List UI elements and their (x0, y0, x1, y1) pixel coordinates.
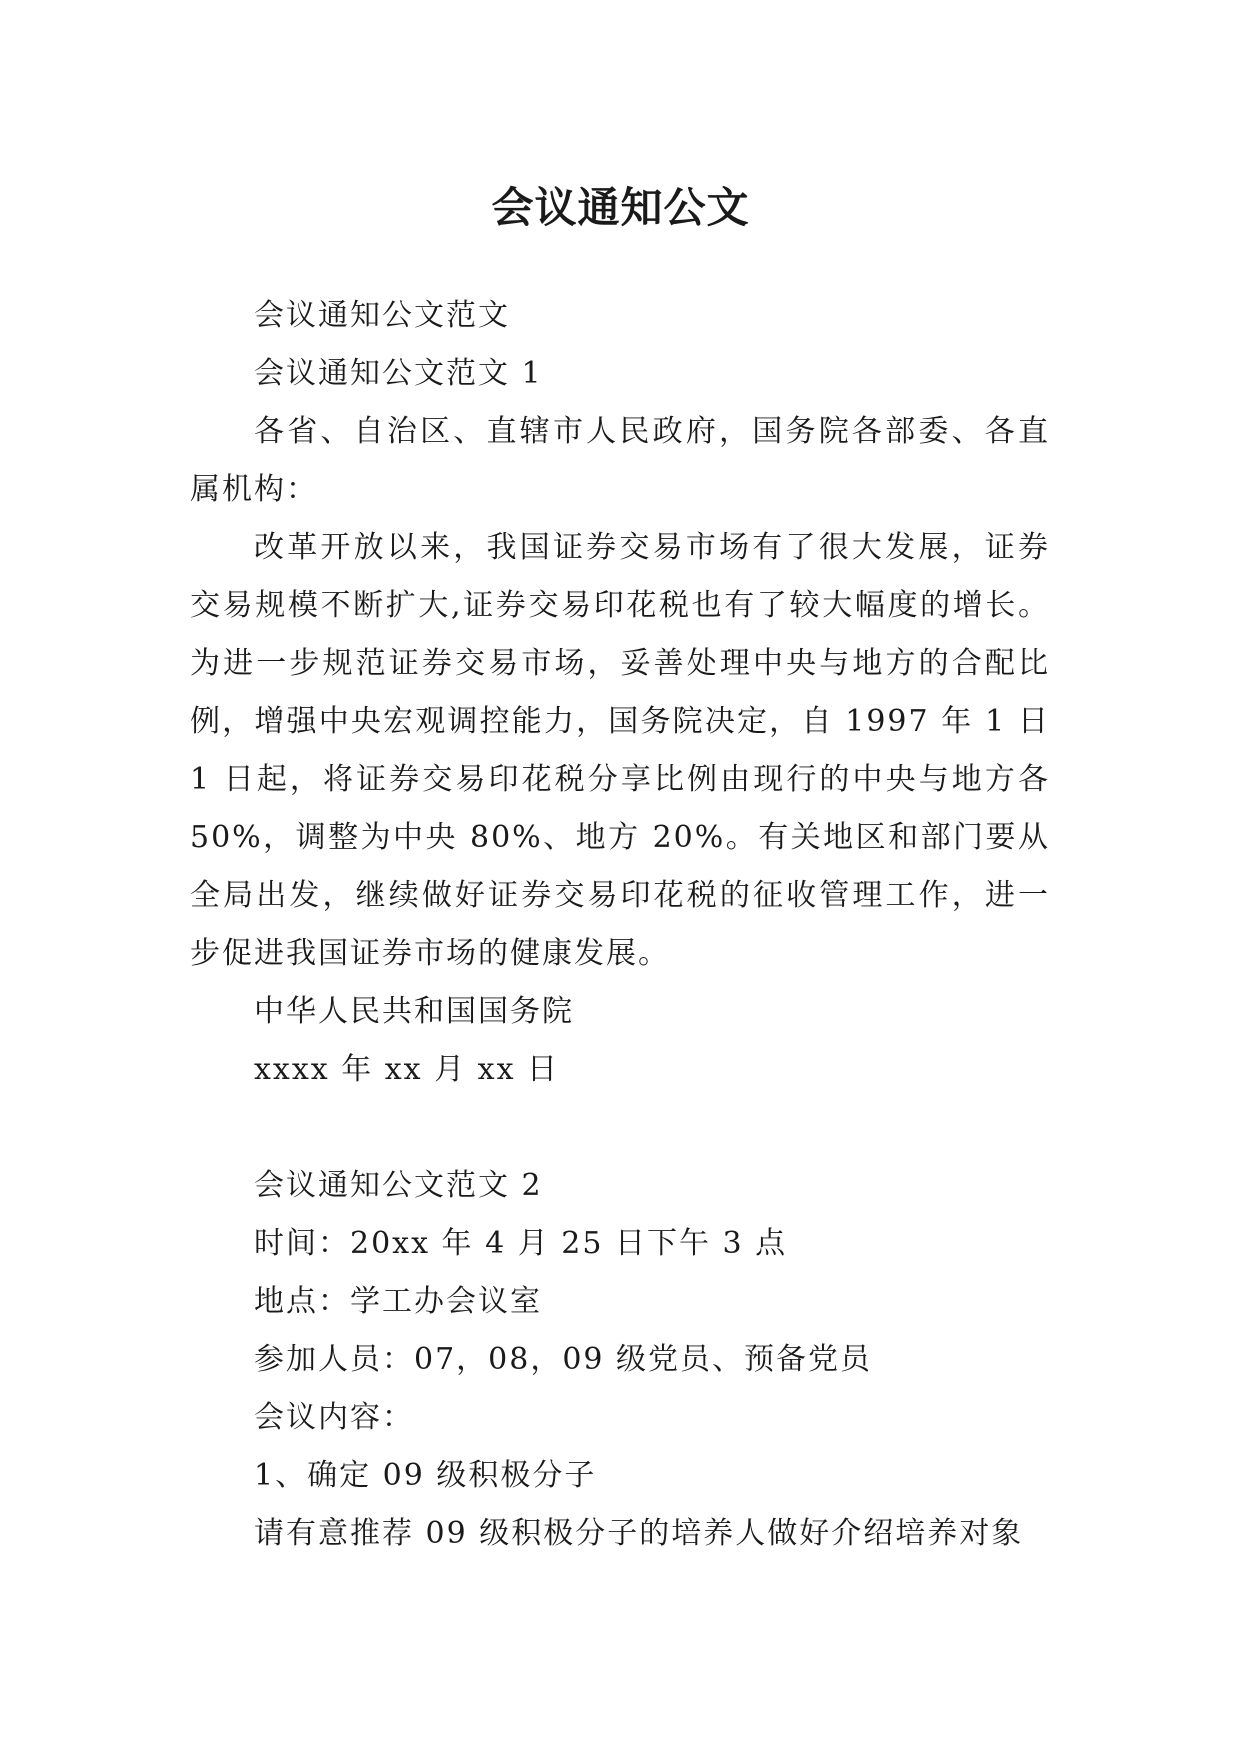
paragraph-sample-2-heading: 会议通知公文范文 2 (254, 1168, 543, 1203)
paragraph-location: 地点：学工办会议室 (254, 1284, 542, 1319)
paragraph-agenda-label: 会议内容： (254, 1400, 414, 1435)
document-title: 会议通知公文 (491, 183, 750, 233)
paragraph-date: xxxx 年 xx 月 xx 日 (254, 1052, 560, 1087)
paragraph-attendees: 参加人员：07，08，09 级党员、预备党员 (254, 1342, 873, 1377)
paragraph-sample-1-heading: 会议通知公文范文 1 (254, 356, 543, 391)
document-body (190, 287, 1050, 1563)
paragraph-addressee: 各省、自治区、直辖市人民政府，国务院各部委、各直属机构： (190, 414, 1050, 507)
paragraph-issuer: 中华人民共和国国务院 (254, 994, 574, 1029)
paragraph-time: 时间：20xx 年 4 月 25 日下午 3 点 (254, 1226, 788, 1261)
paragraph-main-body: 改革开放以来，我国证券交易市场有了很大发展，证券交易规模不断扩大,证券交易印花税也有了较大幅度的增长。为进一步规范证券交易市场，妥善处理中央与地方的合配比例，增强中央宏观调控能力，国务院决定，自 1997 年 1 日 1 日起，将证券交易印花税分享比例由现行的中央与地方各 50%，调整为中央 80%、地方 20%。有关地区和部门要从全局出发，继续做好证券交易印花税的征收管理工作，进一步促进我国证券市场的健康发展。 (190, 530, 1050, 971)
paragraph-agenda-item-1: 1、确定 09 级积极分子 (254, 1458, 597, 1493)
paragraph-heading: 会议通知公文范文 (254, 298, 510, 333)
paragraph-agenda-detail: 请有意推荐 09 级积极分子的培养人做好介绍培养对象 (254, 1516, 1024, 1551)
